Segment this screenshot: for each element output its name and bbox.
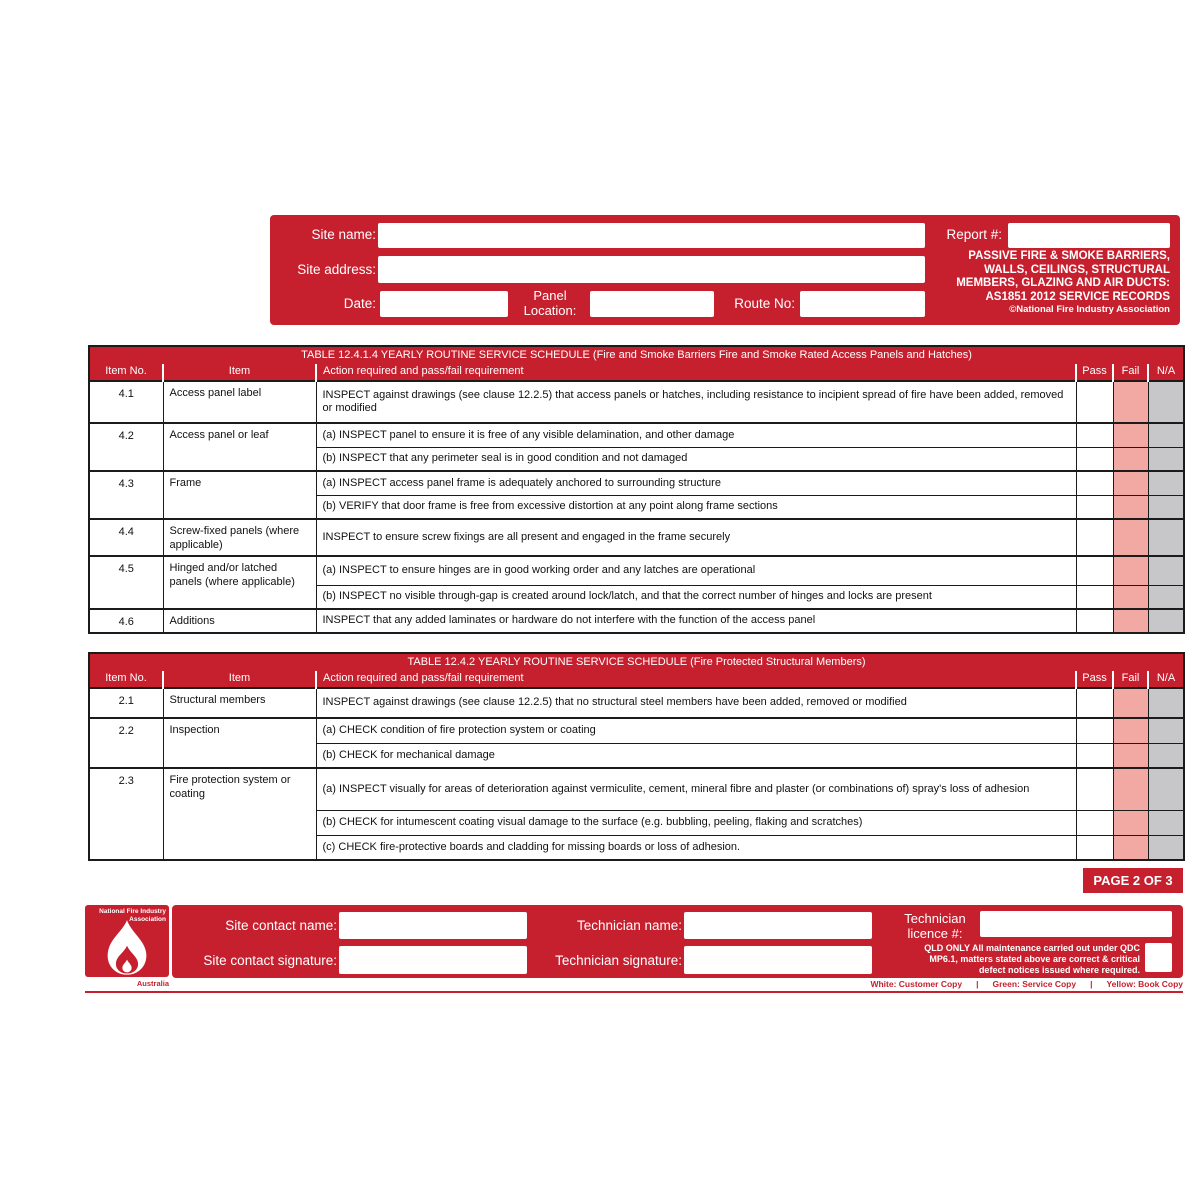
document-title-line: AS1851 2012 SERVICE RECORDS xyxy=(985,290,1170,303)
nfia-logo-country: Australia xyxy=(85,977,169,990)
fail-cell[interactable] xyxy=(1113,835,1148,860)
page-badge: PAGE 2 OF 3 xyxy=(1083,868,1183,893)
report-number-label: Report #: xyxy=(946,227,1002,242)
col-header-pass: Pass xyxy=(1076,364,1113,381)
legend-separator: | xyxy=(1090,979,1093,989)
na-cell[interactable] xyxy=(1148,519,1184,556)
item-name: Fire protection system or coating xyxy=(163,768,316,860)
action-text: INSPECT that any added laminates or hardware do not interfere with the function of the access panel xyxy=(316,609,1076,633)
nfia-logo-box xyxy=(85,905,169,977)
action-text: INSPECT against drawings (see clause 12.2.5) that no structural steel members have been added, removed or modified xyxy=(316,688,1076,718)
na-cell[interactable] xyxy=(1148,471,1184,495)
panel-location-input[interactable] xyxy=(590,291,714,317)
na-cell[interactable] xyxy=(1148,768,1184,810)
fail-cell[interactable] xyxy=(1113,585,1148,609)
pass-cell[interactable] xyxy=(1076,519,1113,556)
date-input[interactable] xyxy=(380,291,508,317)
na-cell[interactable] xyxy=(1148,495,1184,519)
qld-note: QLD ONLY All maintenance carried out under QDC MP6.1, matters stated above are correct & critical defect notices issued where required. xyxy=(924,943,1140,975)
pass-cell[interactable] xyxy=(1076,447,1113,471)
site-contact-name-input[interactable] xyxy=(339,912,527,939)
panel-location-label: Panel Location: xyxy=(523,288,577,318)
report-number-input[interactable] xyxy=(1008,223,1170,248)
col-header-na: N/A xyxy=(1148,364,1184,381)
item-no: 4.5 xyxy=(89,556,163,609)
na-cell[interactable] xyxy=(1148,609,1184,633)
item-name: Additions xyxy=(163,609,316,633)
item-no: 2.3 xyxy=(89,768,163,860)
fail-cell[interactable] xyxy=(1113,743,1148,768)
col-header-fail: Fail xyxy=(1113,364,1148,381)
fail-cell[interactable] xyxy=(1113,718,1148,743)
pass-cell[interactable] xyxy=(1076,585,1113,609)
action-text: (a) INSPECT access panel frame is adequately anchored to surrounding structure xyxy=(316,471,1076,495)
flame-icon xyxy=(95,919,159,977)
technician-signature-input[interactable] xyxy=(684,946,872,974)
technician-licence-label: Technician licence #: xyxy=(904,911,966,941)
action-text: (b) INSPECT that any perimeter seal is in good condition and not damaged xyxy=(316,447,1076,471)
site-contact-signature-label: Site contact signature: xyxy=(203,953,337,968)
item-no: 4.6 xyxy=(89,609,163,633)
legend-white-copy: White: Customer Copy xyxy=(870,979,963,989)
pass-cell[interactable] xyxy=(1076,423,1113,447)
technician-licence-input[interactable] xyxy=(980,911,1172,937)
fail-cell[interactable] xyxy=(1113,688,1148,718)
technician-signature-label: Technician signature: xyxy=(555,953,682,968)
action-text: (a) INSPECT visually for areas of deterioration against vermiculite, cement, mineral fibre and plaster (or combinations of) spray's loss of adhesion xyxy=(316,768,1076,810)
item-name: Inspection xyxy=(163,718,316,768)
item-no: 4.2 xyxy=(89,423,163,471)
action-text: INSPECT to ensure screw fixings are all present and engaged in the frame securely xyxy=(316,519,1076,556)
item-no: 4.4 xyxy=(89,519,163,556)
technician-name-input[interactable] xyxy=(684,912,872,939)
item-no: 2.2 xyxy=(89,718,163,768)
action-text: (a) CHECK condition of fire protection system or coating xyxy=(316,718,1076,743)
table-structural-members xyxy=(88,652,1185,861)
na-cell[interactable] xyxy=(1148,743,1184,768)
col-header-item-no: Item No. xyxy=(89,671,163,688)
action-text: (c) CHECK fire-protective boards and cladding for missing boards or loss of adhesion. xyxy=(316,835,1076,860)
col-header-fail: Fail xyxy=(1113,671,1148,688)
site-name-input[interactable] xyxy=(378,223,925,248)
copyright-text: ©National Fire Industry Association xyxy=(1009,304,1170,315)
copy-legend xyxy=(85,979,1183,989)
action-text: (b) CHECK for mechanical damage xyxy=(316,743,1076,768)
pass-cell[interactable] xyxy=(1076,471,1113,495)
site-name-label: Site name: xyxy=(311,227,376,242)
item-no: 2.1 xyxy=(89,688,163,718)
col-header-item: Item xyxy=(163,364,316,381)
document-title xyxy=(890,250,1170,316)
item-name: Access panel label xyxy=(163,381,316,423)
fail-cell[interactable] xyxy=(1113,471,1148,495)
legend-separator: | xyxy=(976,979,979,989)
action-text: (b) CHECK for intumescent coating visual damage to the surface (e.g. bubbling, peeling, flaking and scratches) xyxy=(316,810,1076,835)
pass-cell[interactable] xyxy=(1076,810,1113,835)
date-label: Date: xyxy=(343,296,376,311)
item-name: Access panel or leaf xyxy=(163,423,316,471)
na-cell[interactable] xyxy=(1148,423,1184,447)
item-name: Hinged and/or latched panels (where applicable) xyxy=(163,556,316,609)
technician-name-label: Technician name: xyxy=(576,918,682,933)
qld-checkbox[interactable] xyxy=(1145,943,1172,972)
site-contact-name-label: Site contact name: xyxy=(225,918,337,933)
nfia-logo xyxy=(85,905,169,990)
item-name: Frame xyxy=(163,471,316,519)
route-no-label: Route No: xyxy=(734,296,795,311)
item-name: Screw-fixed panels (where applicable) xyxy=(163,519,316,556)
pass-cell[interactable] xyxy=(1076,688,1113,718)
pass-cell[interactable] xyxy=(1076,768,1113,810)
item-no: 4.1 xyxy=(89,381,163,423)
table-access-panels xyxy=(88,345,1185,634)
item-name: Structural members xyxy=(163,688,316,718)
pass-cell[interactable] xyxy=(1076,718,1113,743)
fail-cell[interactable] xyxy=(1113,495,1148,519)
table-title: TABLE 12.4.1.4 YEARLY ROUTINE SERVICE SCHEDULE (Fire and Smoke Barriers Fire and Smoke Rated Access Panels and Hatches) xyxy=(89,346,1184,364)
header-block xyxy=(270,215,1180,325)
pass-cell[interactable] xyxy=(1076,556,1113,585)
na-cell[interactable] xyxy=(1148,718,1184,743)
fail-cell[interactable] xyxy=(1113,519,1148,556)
col-header-action: Action required and pass/fail requirement xyxy=(316,671,1076,688)
footer-rule xyxy=(85,991,1183,993)
action-text: INSPECT against drawings (see clause 12.2.5) that access panels or hatches, including resistance to incipient spread of fire have been added, removed or modified xyxy=(316,381,1076,423)
fail-cell[interactable] xyxy=(1113,556,1148,585)
pass-cell[interactable] xyxy=(1076,381,1113,423)
fail-cell[interactable] xyxy=(1113,810,1148,835)
col-header-pass: Pass xyxy=(1076,671,1113,688)
col-header-action: Action required and pass/fail requirement xyxy=(316,364,1076,381)
document-title-line: WALLS, CEILINGS, STRUCTURAL xyxy=(984,263,1170,276)
action-text: (a) INSPECT to ensure hinges are in good working order and any latches are operational xyxy=(316,556,1076,585)
document-title-line: MEMBERS, GLAZING AND AIR DUCTS: xyxy=(956,277,1170,289)
site-contact-signature-input[interactable] xyxy=(339,946,527,974)
legend-yellow-copy: Yellow: Book Copy xyxy=(1106,979,1183,989)
pass-cell[interactable] xyxy=(1076,495,1113,519)
na-cell[interactable] xyxy=(1148,585,1184,609)
na-cell[interactable] xyxy=(1148,447,1184,471)
pass-cell[interactable] xyxy=(1076,609,1113,633)
col-header-item-no: Item No. xyxy=(89,364,163,381)
action-text: (a) INSPECT panel to ensure it is free of any visible delamination, and other damage xyxy=(316,423,1076,447)
na-cell[interactable] xyxy=(1148,835,1184,860)
col-header-item: Item xyxy=(163,671,316,688)
na-cell[interactable] xyxy=(1148,688,1184,718)
na-cell[interactable] xyxy=(1148,381,1184,423)
na-cell[interactable] xyxy=(1148,556,1184,585)
item-no: 4.3 xyxy=(89,471,163,519)
route-no-input[interactable] xyxy=(800,291,925,317)
legend-green-copy: Green: Service Copy xyxy=(992,979,1077,989)
site-address-label: Site address: xyxy=(297,262,376,277)
fail-cell[interactable] xyxy=(1113,447,1148,471)
col-header-na: N/A xyxy=(1148,671,1184,688)
table-title: TABLE 12.4.2 YEARLY ROUTINE SERVICE SCHEDULE (Fire Protected Structural Members) xyxy=(89,653,1184,671)
action-text: (b) INSPECT no visible through-gap is created around lock/latch, and that the correct number of hinges and locks are present xyxy=(316,585,1076,609)
fail-cell[interactable] xyxy=(1113,381,1148,423)
document-title-line: PASSIVE FIRE & SMOKE BARRIERS, xyxy=(968,250,1170,262)
pass-cell[interactable] xyxy=(1076,743,1113,768)
footer-block xyxy=(172,905,1183,978)
pass-cell[interactable] xyxy=(1076,835,1113,860)
nfia-logo-text: National Fire Industry Association xyxy=(99,908,166,923)
fail-cell[interactable] xyxy=(1113,768,1148,810)
site-address-input[interactable] xyxy=(378,256,925,283)
fail-cell[interactable] xyxy=(1113,609,1148,633)
na-cell[interactable] xyxy=(1148,810,1184,835)
action-text: (b) VERIFY that door frame is free from excessive distortion at any point along frame sections xyxy=(316,495,1076,519)
fail-cell[interactable] xyxy=(1113,423,1148,447)
